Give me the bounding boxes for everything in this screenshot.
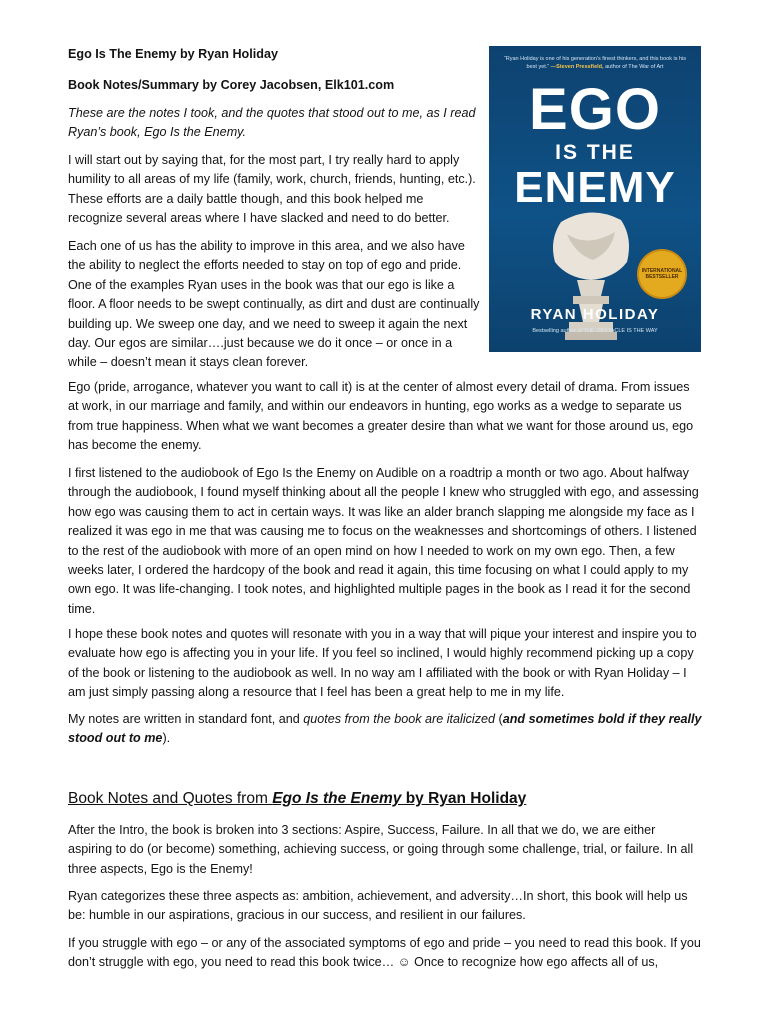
cover-quote <box>503 56 687 71</box>
cover-author: RYAN HOLIDAY <box>530 306 660 323</box>
paragraph-3: Ego (pride, arrogance, whatever you want to call it) is at the center of almost every detail of drama. From issues at work, in our marriage and family, and within our endeavors in hunting, ego works as a wedge to separate us from true happiness. When what we want becomes a greater desire than what we want for those around us, ego has become the enemy. <box>68 380 694 453</box>
paragraph-6 <box>68 710 702 749</box>
notes-italic-text: quotes from the book are italicized <box>303 712 496 726</box>
cover-title-is-the: IS THE <box>555 141 635 164</box>
bestseller-seal: INTERNATIONAL BESTSELLER <box>639 251 685 297</box>
cover-quote-tail: author of The War of Art <box>603 63 664 70</box>
cover-quote-text: “Ryan Holiday is one of his generation’s finest thinkers, and this book is his best yet.” <box>503 56 687 70</box>
paragraph-5: I hope these book notes and quotes will resonate with you in a way that will pique your interest and inspire you to evaluate how ego is affecting you in your life. If you feel so inclined, I would highly recommend picking up a copy of the book or listening to the audiobook as well. In no way am I affiliated with the book or with Ryan Holiday – I am just simply passing along a resource that I feel has been a great help to me in my life. <box>68 627 697 700</box>
section-heading <box>68 789 526 809</box>
notes-paren-open: ( <box>495 712 503 726</box>
paragraph-8: Ryan categorizes these three aspects as: ambition, achievement, and adversity…In short, this book will help us be: humble in our aspirations, gracious in our success, and resilient in our failures. <box>68 889 688 923</box>
notes-paren-close: ). <box>162 731 171 746</box>
cover-title-ego: EGO <box>529 77 661 142</box>
document-title: Ego Is The Enemy by Ryan Holiday <box>68 47 278 61</box>
heading-book-title: Ego Is the Enemy <box>272 790 402 807</box>
heading-author: by Ryan Holiday <box>401 790 527 807</box>
document-subtitle: Book Notes/Summary by Corey Jacobsen, Elk101.com <box>68 78 395 92</box>
heading-prefix: Book Notes and Quotes from <box>68 790 273 807</box>
paragraph-1: I will start out by saying that, for the most part, I try really hard to apply humility to all areas of my life (family, work, church, friends, hunting, etc.). These efforts are a daily battle though, and this book helped me recognize several areas where I have slacked and need to do better. <box>68 153 476 226</box>
cover-quote-author: —Steven Pressfield, <box>550 63 604 70</box>
cover-title-enemy: ENEMY <box>514 163 676 212</box>
notes-bold-italic-text: and sometimes bold if they really stood out to me <box>68 712 702 746</box>
paragraph-7: After the Intro, the book is broken into 3 sections: Aspire, Success, Failure. In all that we do, we are either aspiring to do (or become) something, achieving success, or going through some challenge, trial, or failure. In all three aspects, Ego is the Enemy! <box>68 823 694 876</box>
intro-paragraph: These are the notes I took, and the quotes that stood out to me, as I read Ryan’s book, Ego Is the Enemy. <box>68 106 476 140</box>
paragraph-4: I first listened to the audiobook of Ego Is the Enemy on Audible on a roadtrip a month or two ago. About halfway through the audiobook, I found myself thinking about all the people I knew who struggled with ego, and assessing how ego was causing them to act in certain ways. It was like an alder branch slapping me alongside my face as I realized it was ego in me that was causing me to focus on the weaknesses and shortcomings of others. I listened to the rest of the audiobook with more of an open mind on how I needed to work on my own ego. Then, a few weeks later, I ordered the hardcopy of the book and read it again, this time focusing on what I could apply to my own ego. It was life-changing. I took notes, and highlighted multiple pages in the book as I read it for the second time. <box>68 466 699 616</box>
paragraph-2: Each one of us has the ability to improve in this area, and we also have the ability to neglect the efforts needed to stay on top of ego and pride. One of the examples Ryan uses in the book was that our ego is like a floor. A floor needs to be swept continually, as dirt and dust are continually building up. We sweep one day, and we need to sweep it again the next day. Our egos are similar….just because we do it once – or once in a while – doesn’t mean it stays clean forever. <box>68 239 480 370</box>
paragraph-9: If you struggle with ego – or any of the associated symptoms of ego and pride – you need to read this book. If you don’t struggle with ego, you need to read this book twice… ☺ Once to recognize how ego affects all of us, <box>68 936 701 970</box>
cover-author-subtitle: Bestselling author of THE OBSTACLE IS THE WAY <box>532 328 658 334</box>
bust-statue-icon <box>541 204 641 344</box>
notes-standard-text: My notes are written in standard font, and <box>68 712 304 726</box>
book-cover-image <box>489 46 701 352</box>
